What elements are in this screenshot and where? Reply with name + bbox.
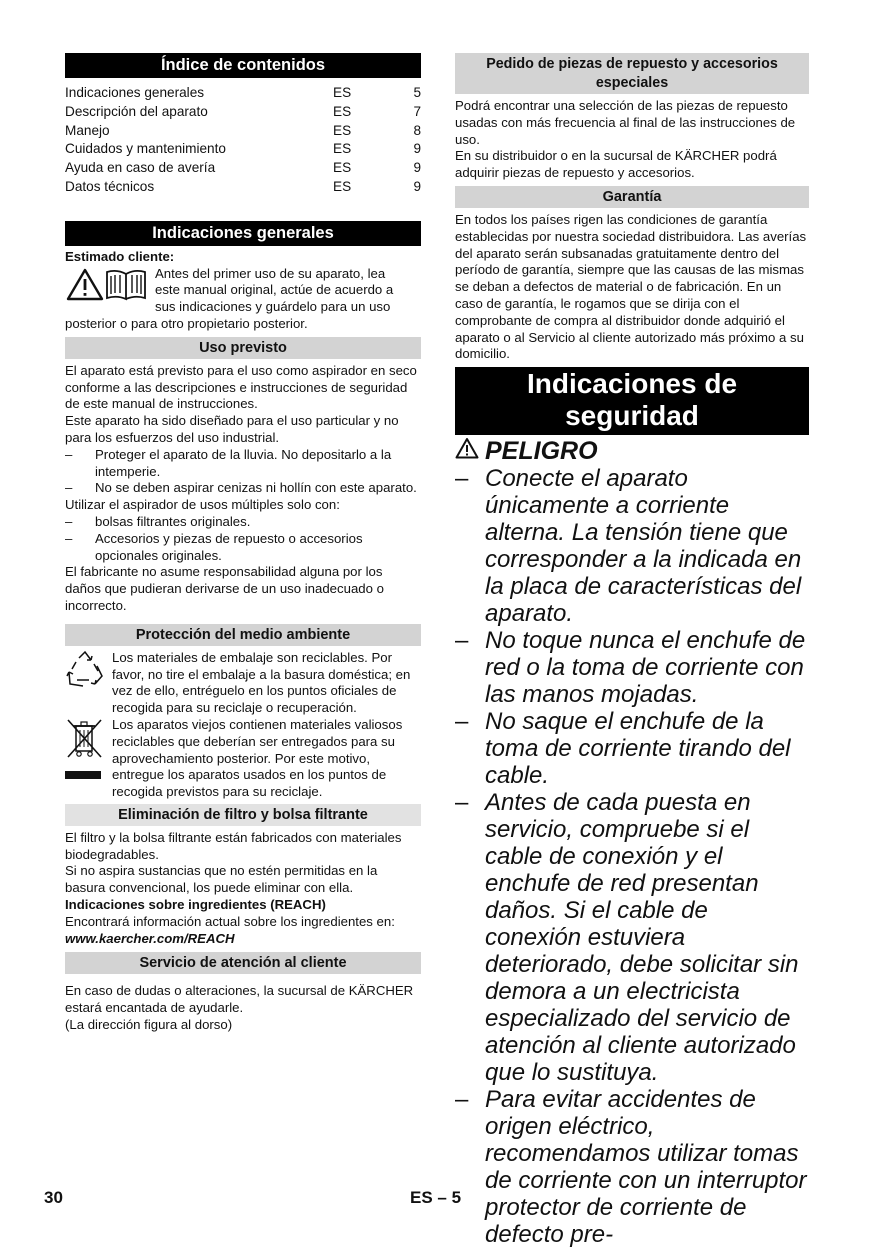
filter-p1: El filtro y la bolsa filtrante están fabricados con materiales biodegradables. — [65, 829, 402, 862]
danger-label: PELIGRO — [455, 437, 809, 465]
page-code: ES – 5 — [410, 1188, 462, 1207]
warning-block: Antes del primer uso de su aparato, lea este manual original, actúe de acuerdo a sus indicaciones y guárdelo para un uso — [65, 266, 421, 316]
filter-disposal-heading: Eliminación de filtro y bolsa filtrante — [65, 804, 421, 826]
safety-item: – Antes de cada puesta en servicio, compruebe si el cable de conexión y el enchufe de red presentan daños. Si el cable de conexión estuviera deteriorado, debe solicitar sin demora a un electricista especializado del servicio de atención al cliente autorizado que lo sustituya. — [455, 789, 799, 1087]
intended-use-heading: Uso previsto — [65, 337, 421, 359]
warranty-heading: Garantía — [455, 186, 809, 208]
intended-p2: Este aparato ha sido diseñado para el uso particular y no para los esfuerzos del uso industrial. — [65, 413, 399, 445]
reach-heading: Indicaciones sobre ingredientes (REACH) — [65, 897, 326, 913]
reach-link[interactable]: www.kaercher.com/REACH — [65, 930, 235, 946]
intended-p3: Utilizar el aspirador de usos múltiples solo con: — [65, 497, 340, 513]
toc-row[interactable]: Indicaciones generales ES 5 — [65, 85, 421, 100]
intended-p1: El aparato está previsto para el uso como aspirador en seco conforme a las descripciones e instrucciones de seguridad de este manual de instrucciones. — [65, 362, 417, 412]
list-item: – No se deben aspirar cenizas ni hollín con este aparato. — [65, 480, 417, 496]
safety-heading: Indicaciones de seguridad — [455, 367, 809, 435]
env-p1: Los materiales de embalaje son reciclables. Por favor, no tire el embalaje a la basura doméstica; en vez de ello, entréguelo en los puntos oficiales de recogida para su reciclaje o recuperación. — [112, 649, 411, 716]
warning-triangle-icon — [455, 437, 479, 465]
intended-p4: El fabricante no asume responsabilidad alguna por los daños que pudieran derivarse de un uso inadecuado o incorrecto. — [65, 564, 384, 613]
toc-row[interactable]: Descripción del aparato ES 7 — [65, 103, 421, 119]
read-manual-icon — [65, 266, 155, 316]
env-p2: Los aparatos viejos contienen materiales valiosos reciclables que deberían ser entregados para su aprovechamiento posterior. Por este motivo, entregue los aparatos usados en los puntos de recogida previstos para su reciclaje. — [112, 716, 403, 800]
toc-heading: Índice de contenidos — [65, 53, 421, 78]
toc-row[interactable]: Manejo ES 8 — [65, 122, 421, 138]
dear-customer: Estimado cliente: — [65, 248, 175, 264]
crossed-bin-icon — [65, 717, 112, 801]
safety-item: – No saque el enchufe de la toma de corriente tirando del cable. — [455, 708, 791, 790]
list-item: – Accesorios y piezas de repuesto o accesorios opcionales originales. — [65, 530, 363, 563]
warning-text-tail: posterior o para otro propietario posterior. — [65, 315, 308, 331]
weee-block — [65, 717, 421, 801]
parts-p1: Podrá encontrar una selección de las piezas de repuesto usadas con más frecuencia al final de las instrucciones de uso. — [455, 98, 796, 147]
reach-text: Encontrará información actual sobre los ingredientes en: — [65, 913, 395, 929]
left-column — [65, 53, 421, 1034]
list-item: – bolsas filtrantes originales. — [65, 513, 251, 529]
warranty-text: En todos los países rigen las condiciones de garantía establecidas por nuestra sociedad distribuidora. Las averías del aparato serán subsanadas gratuitamente dentro del período de garantía, siempre que las causas de las mismas se deban a defectos de material o de fabricación. En un caso de garantía, le rogamos que se dirija con el comprobante de compra al distribuidor donde adquirió el aparato o al Servicio al cliente autorizado más próximo a su domicilio. — [455, 211, 807, 362]
safety-item: – Para evitar accidentes de origen eléctrico, recomendamos utilizar tomas de corriente con un interruptor protector de corriente de defecto pre- — [455, 1086, 807, 1248]
parts-p2: En su distribuidor o en la sucursal de KÄRCHER podrá adquirir piezas de repuesto y accesorios. — [455, 148, 777, 181]
spare-parts-heading: Pedido de piezas de repuesto y accesorios especiales — [455, 53, 809, 94]
safety-item: – No toque nunca el enchufe de red o la toma de corriente con las manos mojadas. — [455, 627, 806, 709]
service-p1: En caso de dudas o alteraciones, la sucursal de KÄRCHER estará encantada de ayudarle. — [65, 983, 414, 1016]
filter-p2: Si no aspira sustancias que no estén permitidas en la basura convencional, los puede eliminar con ella. — [65, 863, 378, 896]
right-column — [455, 53, 809, 1248]
table-of-contents — [65, 84, 421, 197]
recycle-block — [65, 650, 421, 717]
toc-row[interactable]: Cuidados y mantenimiento ES 9 — [65, 141, 421, 157]
recycle-icon — [65, 650, 112, 717]
safety-item: – Conecte el aparato únicamente a corriente alterna. La tensión tiene que corresponder a la indicada en la placa de características del aparato. — [455, 465, 802, 628]
service-p2: (La dirección figura al dorso) — [65, 1017, 233, 1033]
list-item: – Proteger el aparato de la lluvia. No depositarlo a la intemperie. — [65, 446, 392, 479]
customer-service-heading: Servicio de atención al cliente — [65, 952, 421, 974]
general-heading: Indicaciones generales — [65, 221, 421, 246]
environment-heading: Protección del medio ambiente — [65, 624, 421, 646]
toc-row[interactable]: Ayuda en caso de avería ES 9 — [65, 160, 421, 176]
page-number: 30 — [44, 1188, 63, 1207]
toc-row[interactable]: Datos técnicos ES 9 — [65, 178, 421, 194]
